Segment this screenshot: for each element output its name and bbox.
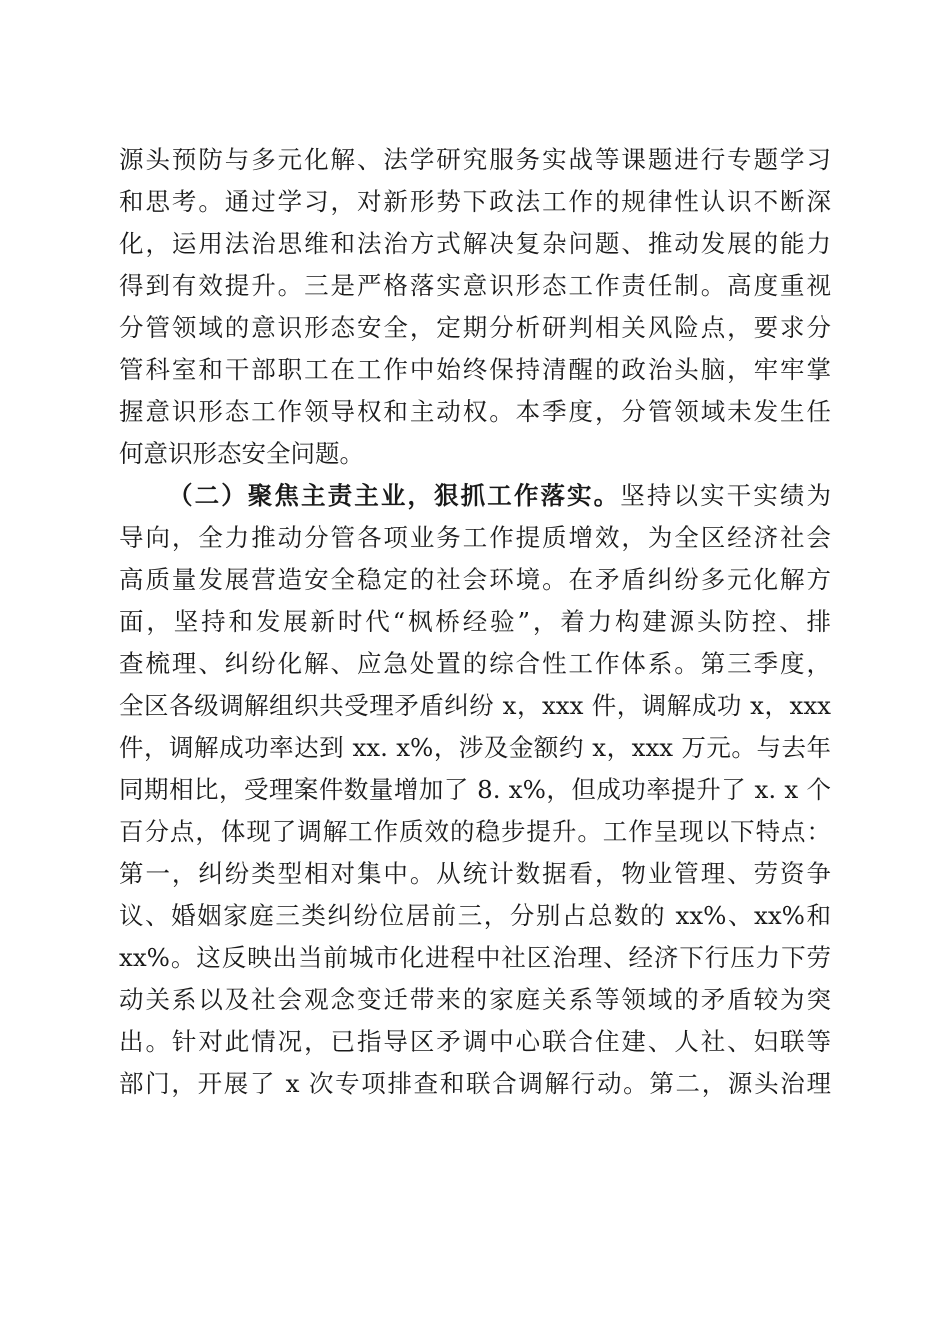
paragraph-line: 百分点，体现了调解工作质效的稳步提升。工作呈现以下特点： [119, 817, 831, 846]
paragraph-line: 部门，开展了 x 次专项排查和联合调解行动。第二，源头治理 [119, 1069, 831, 1098]
paragraph-line: 导向，全力推动分管各项业务工作提质增效，为全区经济社会 [119, 523, 831, 552]
paragraph-line: 全区各级调解组织共受理矛盾纠纷 x，xxx 件，调解成功 x，xxx [119, 691, 831, 720]
paragraph-line: 同期相比，受理案件数量增加了 8. x%，但成功率提升了 x. x 个 [119, 775, 831, 804]
paragraph-line: 面，坚持和发展新时代“枫桥经验”，着力构建源头防控、排 [119, 607, 831, 636]
section-first-line [168, 476, 831, 516]
paragraph-line: 议、婚姻家庭三类纠纷位居前三，分别占总数的 xx%、xx%和 [119, 901, 831, 930]
section-first-line-text: 坚持以实干实绩为 [620, 481, 832, 510]
paragraph-line: 动关系以及社会观念变迁带来的家庭关系等领域的矛盾较为突 [119, 985, 831, 1014]
paragraph-line: 出。针对此情况，已指导区矛调中心联合住建、人社、妇联等 [119, 1027, 831, 1056]
paragraph-line: 和思考。通过学习，对新形势下政法工作的规律性认识不断深 [119, 187, 831, 216]
paragraph-line: 何意识形态安全问题。 [119, 439, 364, 468]
paragraph-line: 分管领域的意识形态安全，定期分析研判相关风险点，要求分 [119, 313, 831, 342]
paragraph-line: 管科室和干部职工在工作中始终保持清醒的政治头脑，牢牢掌 [119, 355, 831, 384]
paragraph-line: 件，调解成功率达到 xx. x%，涉及金额约 x，xxx 万元。与去年 [119, 733, 831, 762]
paragraph-line: 化，运用法治思维和法治方式解决复杂问题、推动发展的能力 [119, 229, 831, 258]
section-heading: （二）聚焦主责主业，狠抓工作落实。 [168, 481, 621, 510]
paragraph-line: 查梳理、纠纷化解、应急处置的综合性工作体系。第三季度， [119, 649, 831, 678]
paragraph-line: 得到有效提升。三是严格落实意识形态工作责任制。高度重视 [119, 271, 831, 300]
paragraph-line: 第一，纠纷类型相对集中。从统计数据看，物业管理、劳资争 [119, 859, 831, 888]
paragraph-line: 高质量发展营造安全稳定的社会环境。在矛盾纠纷多元化解方 [119, 565, 831, 594]
paragraph-line: 源头预防与多元化解、法学研究服务实战等课题进行专题学习 [119, 145, 831, 174]
paragraph-line: xx%。这反映出当前城市化进程中社区治理、经济下行压力下劳 [119, 943, 831, 972]
paragraph-line: 握意识形态工作领导权和主动权。本季度，分管领域未发生任 [119, 397, 831, 426]
